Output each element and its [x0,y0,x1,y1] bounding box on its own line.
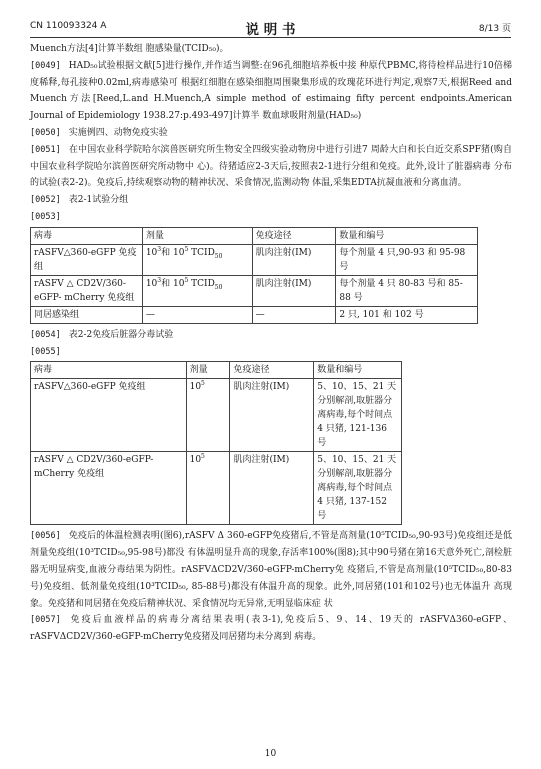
table-2-2 [30,361,402,525]
table-row [31,244,478,275]
paragraph-0055 [30,344,512,361]
table-caption: 表2-2免疫后脏器分毒试验 [68,329,174,340]
table-cell-virus: rASFV △ CD2V/360-eGFP-mCherry 免疫组 [31,452,187,525]
paragraph-0056 [30,528,512,612]
table-cell-dose: $10^3$和 $10^5$ $TCID_{50}$ [142,275,252,306]
paragraph-number: [0053] [30,211,61,222]
table-header-cell: 免疫途径 [252,227,336,244]
table-header-cell: 数量和编号 [314,362,402,379]
table-cell-dose: $10^3$和 $10^5$ $TCID_{50}$ [142,244,252,275]
table-caption: 表2-1试验分组 [68,195,129,206]
table-cell-virus: 同居感染组 [31,306,143,323]
paragraph-0057 [30,612,512,646]
paragraph-text: 免疫后的体温检测表明(图6),rASFV Δ 360-eGFP免疫猪后,不管是高剂量(10⁵TCID₅₀,90-93号)免疫组还是低剂量免疫组(10³TCID₅₀,95-98号)都没 有体温明显升高的现象,存活率100%(图8);其中90号猪在第16天意外死亡,剖检脏器无明显病变,血液分毒结果为阴性。rASFVΔCD2V/360-eGFP-mCherry免 疫猪后,不管是高剂量(10⁵TCID₅₀,80-83号)免疫组、低剂量免疫组(10³TCID₅₀, 85-88号)都没有体温升高的现象。此外,同居猪(101和102号)也无体温升 高现象。免疫猪和同居猪在免疫后精神状况、采食情况均无异常,无明显临床症 状 [30,531,512,609]
table-header-cell: 病毒 [31,362,187,379]
table-header-cell: 免疫途径 [230,362,314,379]
paragraph-text: 在中国农业科学院哈尔滨兽医研究所生物安全四级实验动物房中进行引进7 周龄大白和长白近交系SPF猪(购自中国农业科学院哈尔滨兽医研究所动物中 心)。待猪适应2-3天后,按照表2-1进行分组和免疫。此外,设计了脏器病毒 分布的试验(表2-2)。免疫后,持续观察动物的精神状况、采食情况,监测动物 体温,采集EDTA抗凝血液和分离血清。 [30,144,512,189]
table-cell-dose: $10^5$ [186,379,230,452]
table-header-cell: 剂量 [142,227,252,244]
table-cell-count: 每个剂量 4 只 80-83 号和 85-88 号 [336,275,478,306]
page-indicator: 8/13 页 [478,24,511,34]
table-row [31,452,402,525]
page-number: 10 [264,749,277,759]
paragraph-number: [0049] [30,60,61,71]
table-cell-route: 肌肉注射(IM) [252,244,336,275]
table-header-cell: 病毒 [31,227,143,244]
paragraph-text: HAD₅₀试验根据文献[5]进行操作,并作适当调整:在96孔细胞培养板中接 种原代PBMC,将待检样品进行10倍梯度稀释,每孔接种0.02ml,病毒感染可 根据红细胞在感染细胞周围聚集形成的玫瑰花环进行判定,观察7天,根据Reed and Muench方法[Reed,L.and H.Muench,A simple method of estimaing fifty percent endpoints.American Journal of Epidemiology 1938.27:p.493-497]计算半 数血球吸附剂量(HAD₅₀) [30,60,512,122]
table-cell-route: 肌肉注射(IM) [252,275,336,306]
table-cell-count: 每个剂量 4 只,90-93 和 95-98 号 [336,244,478,275]
page-header [30,18,511,36]
table-row [31,379,402,452]
paragraph-number: [0050] [30,127,61,138]
table-header-row [31,362,402,379]
paragraph-number: [0054] [30,329,61,340]
table-cell-virus: rASFV △ CD2V/360-eGFP- mCherry 免疫组 [31,275,143,306]
table-cell-count: 5、10、15、21 天分别解剖,取脏器分离病毒,每个时间点 4 只猪, 137-152 号 [314,452,402,525]
paragraph-number: [0055] [30,346,61,357]
table-cell-route: 肌肉注射(IM) [230,379,314,452]
paragraph-number: [0056] [30,531,61,542]
table-cell-virus: rASFV△360-eGFP 免疫组 [31,244,143,275]
paragraph-number: [0052] [30,195,61,206]
paragraph-text: 免疫后血液样品的病毒分离结果表明(表3-1),免疫后5、9、14、19天的 rASFVΔ360-eGFP、rASFVΔCD2V/360-eGFP-mCherry免疫猪及同居猪均未分离到 病毒。 [30,615,512,643]
page-title: 说 明 书 [245,22,296,38]
paragraph-0053 [30,209,512,226]
table-cell-dose: $10^5$ [186,452,230,525]
header-rule [30,37,511,38]
table-header-cell: 剂量 [186,362,230,379]
section-heading: 实施例四、动物免疫实验 [68,127,168,138]
paragraph-0051 [30,142,512,192]
paragraph-0049 [30,58,512,125]
table-cell-route: — [252,306,336,323]
paragraph-0054 [30,327,512,344]
paragraph-continuation: Muench方法[4]计算半数组 胞感染量(TCID₅₀)。 [30,44,229,54]
table-cell-route: 肌肉注射(IM) [230,452,314,525]
paragraph-number: [0051] [30,144,61,155]
document-body [30,41,512,646]
paragraph-number: [0057] [30,615,61,626]
table-cell-count: 2 只, 101 和 102 号 [336,306,478,323]
table-header-row [31,227,478,244]
table-row [31,306,478,323]
table-row [31,275,478,306]
patent-number: CN 110093324 A [30,21,107,31]
table-cell-dose: — [142,306,252,323]
table-cell-count: 5、10、15、21 天分别解剖,取脏器分离病毒,每个时间点 4 只猪, 121-136 号 [314,379,402,452]
table-header-cell: 数量和编号 [336,227,478,244]
paragraph-0050 [30,125,512,142]
paragraph-0052 [30,192,512,209]
table-cell-virus: rASFV△360-eGFP 免疫组 [31,379,187,452]
table-2-1 [30,227,478,324]
